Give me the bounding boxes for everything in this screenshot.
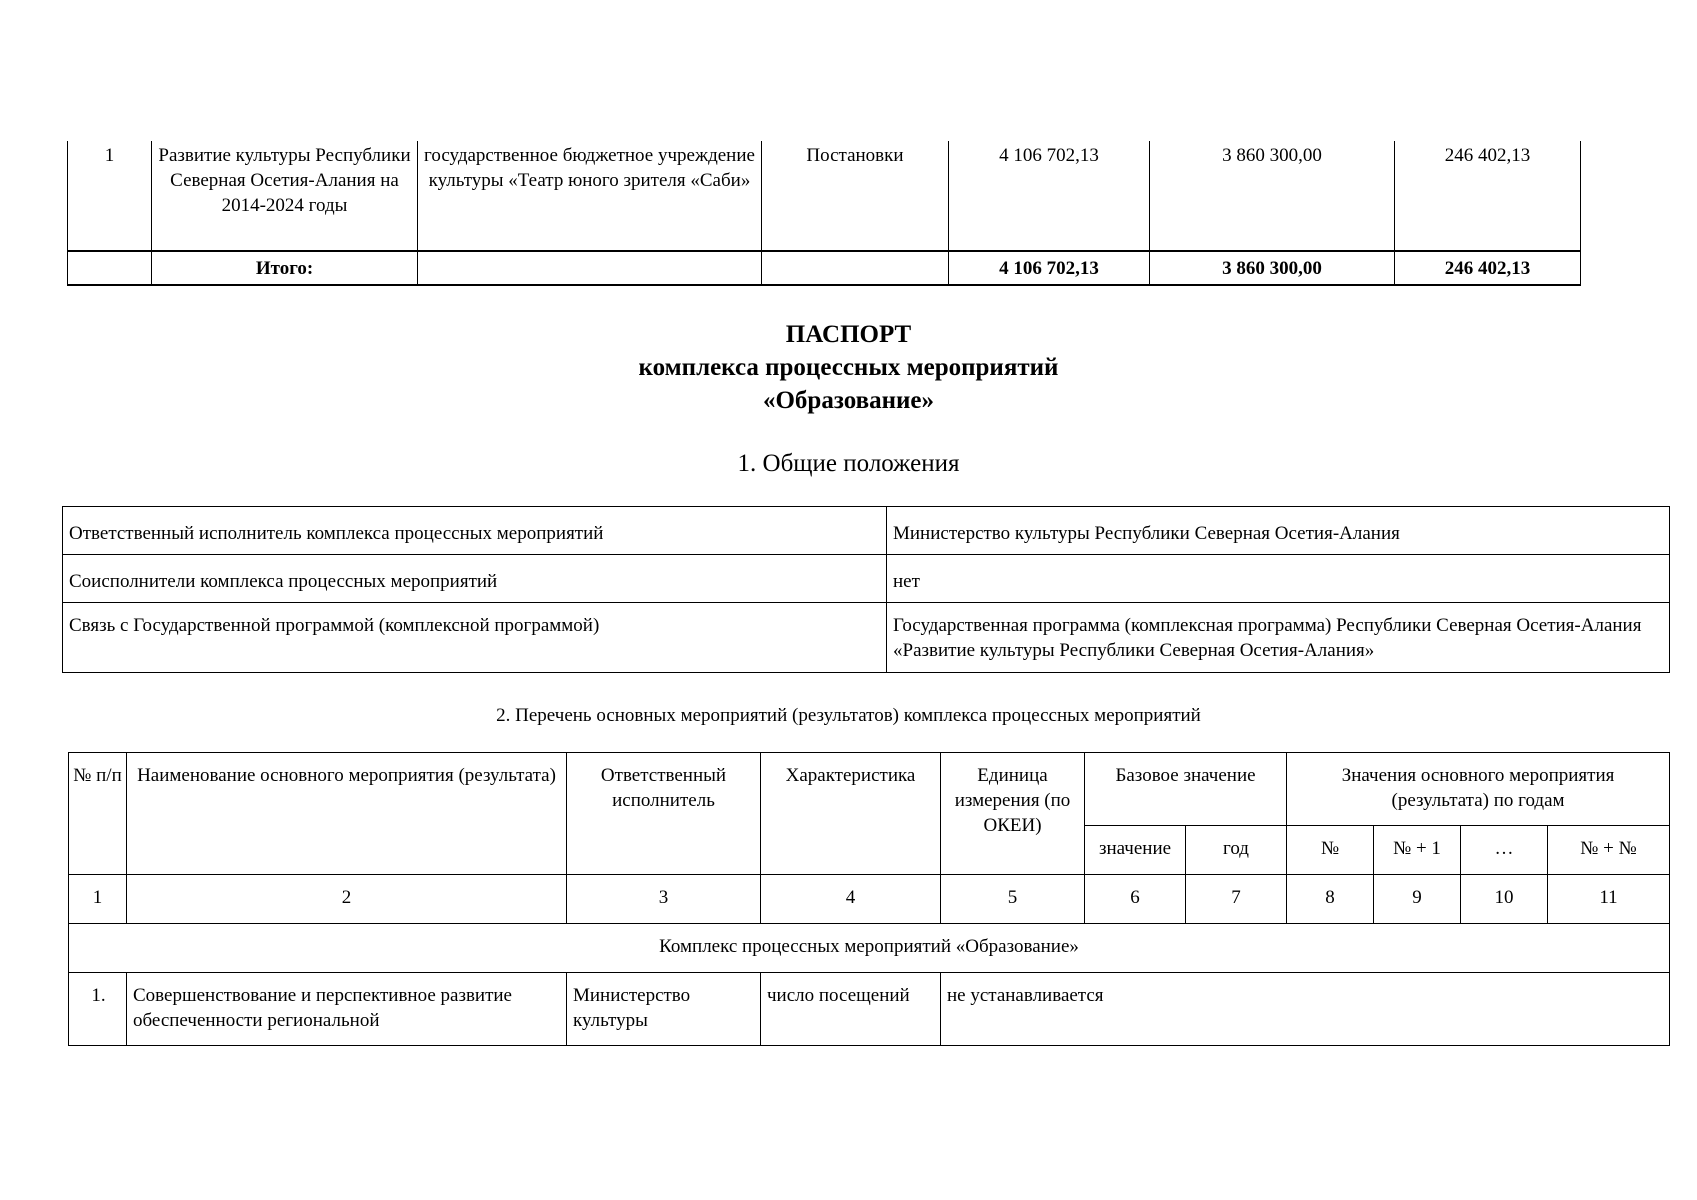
passport-name: «Образование» [762, 387, 935, 414]
column-number: 4 [761, 875, 941, 924]
column-number: 2 [127, 875, 567, 924]
budget-total-label: Итого: [152, 251, 418, 285]
budget-total-empty [68, 251, 152, 285]
item-number: 1. [69, 973, 127, 1046]
info-row [63, 603, 1670, 673]
budget-row-amount-3: 246 402,13 [1395, 141, 1581, 251]
column-number: 3 [567, 875, 761, 924]
passport-title: ПАСПОРТ [785, 321, 912, 348]
budget-total-amount-total: 4 106 702,13 [949, 251, 1150, 285]
header-base: Базовое значение [1085, 753, 1287, 826]
group-row [69, 924, 1670, 973]
budget-total-row [68, 251, 1581, 285]
header-name: Наименование основного мероприятия (результата) [127, 753, 567, 875]
header-year-2: № + 1 [1374, 826, 1461, 875]
info-value: нет [887, 555, 1670, 603]
column-number: 6 [1085, 875, 1186, 924]
column-number: 5 [941, 875, 1085, 924]
budget-row-amount-2: 3 860 300,00 [1150, 141, 1395, 251]
header-year-4: № + № [1548, 826, 1670, 875]
section-2-heading: 2. Перечень основных мероприятий (результатов) комплекса процессных мероприятий [496, 705, 1201, 726]
general-info-table [62, 506, 1670, 673]
header-year-1: № [1287, 826, 1374, 875]
budget-total-amount-3: 246 402,13 [1395, 251, 1581, 285]
info-value: Государственная программа (комплексная программа) Республики Северная Осетия-Алания «Развитие культуры Республики Северная Осетия-Алания» [887, 603, 1670, 673]
header-base-year: год [1186, 826, 1287, 875]
column-number: 8 [1287, 875, 1374, 924]
header-year-3: … [1461, 826, 1548, 875]
budget-row-institution: государственное бюджетное учреждение культуры «Театр юного зрителя «Саби» [418, 141, 762, 251]
budget-total-amount-2: 3 860 300,00 [1150, 251, 1395, 285]
table-row [69, 973, 1670, 1046]
info-label: Ответственный исполнитель комплекса процессных мероприятий [63, 507, 887, 555]
column-number: 11 [1548, 875, 1670, 924]
header-no: № п/п [69, 753, 127, 875]
column-number: 7 [1186, 875, 1287, 924]
budget-row-program: Развитие культуры Республики Северная Осетия-Алания на 2014-2024 годы [152, 141, 418, 251]
info-value: Министерство культуры Республики Северная Осетия-Алания [887, 507, 1670, 555]
column-number: 1 [69, 875, 127, 924]
item-name: Совершенствование и перспективное развитие обеспеченности региональной [127, 973, 567, 1046]
budget-total-empty [418, 251, 762, 285]
budget-row-number: 1 [68, 141, 152, 251]
header-unit: Единица измерения (по ОКЕИ) [941, 753, 1085, 875]
column-number: 10 [1461, 875, 1548, 924]
passport-subtitle: комплекса процессных мероприятий [638, 354, 1059, 381]
budget-row [68, 141, 1581, 251]
item-responsible: Министерство культуры [567, 973, 761, 1046]
budget-total-empty [762, 251, 949, 285]
column-number: 9 [1374, 875, 1461, 924]
info-label: Соисполнители комплекса процессных мероприятий [63, 555, 887, 603]
info-row [63, 555, 1670, 603]
info-row [63, 507, 1670, 555]
header-values-by-year: Значения основного мероприятия (результата) по годам [1287, 753, 1670, 826]
column-number-row [69, 875, 1670, 924]
section-1-heading: 1. Общие положения [737, 450, 960, 477]
measures-table [68, 752, 1670, 1046]
header-base-value: значение [1085, 826, 1186, 875]
budget-table [67, 141, 1581, 286]
header-responsible: Ответственный исполнитель [567, 753, 761, 875]
budget-row-amount-total: 4 106 702,13 [949, 141, 1150, 251]
group-title: Комплекс процессных мероприятий «Образование» [69, 924, 1670, 973]
info-label: Связь с Государственной программой (комплексной программой) [63, 603, 887, 673]
item-unit-value: не устанавливается [941, 973, 1670, 1046]
header-row [69, 753, 1670, 826]
item-characteristic: число посещений [761, 973, 941, 1046]
header-characteristic: Характеристика [761, 753, 941, 875]
budget-row-purpose: Постановки [762, 141, 949, 251]
